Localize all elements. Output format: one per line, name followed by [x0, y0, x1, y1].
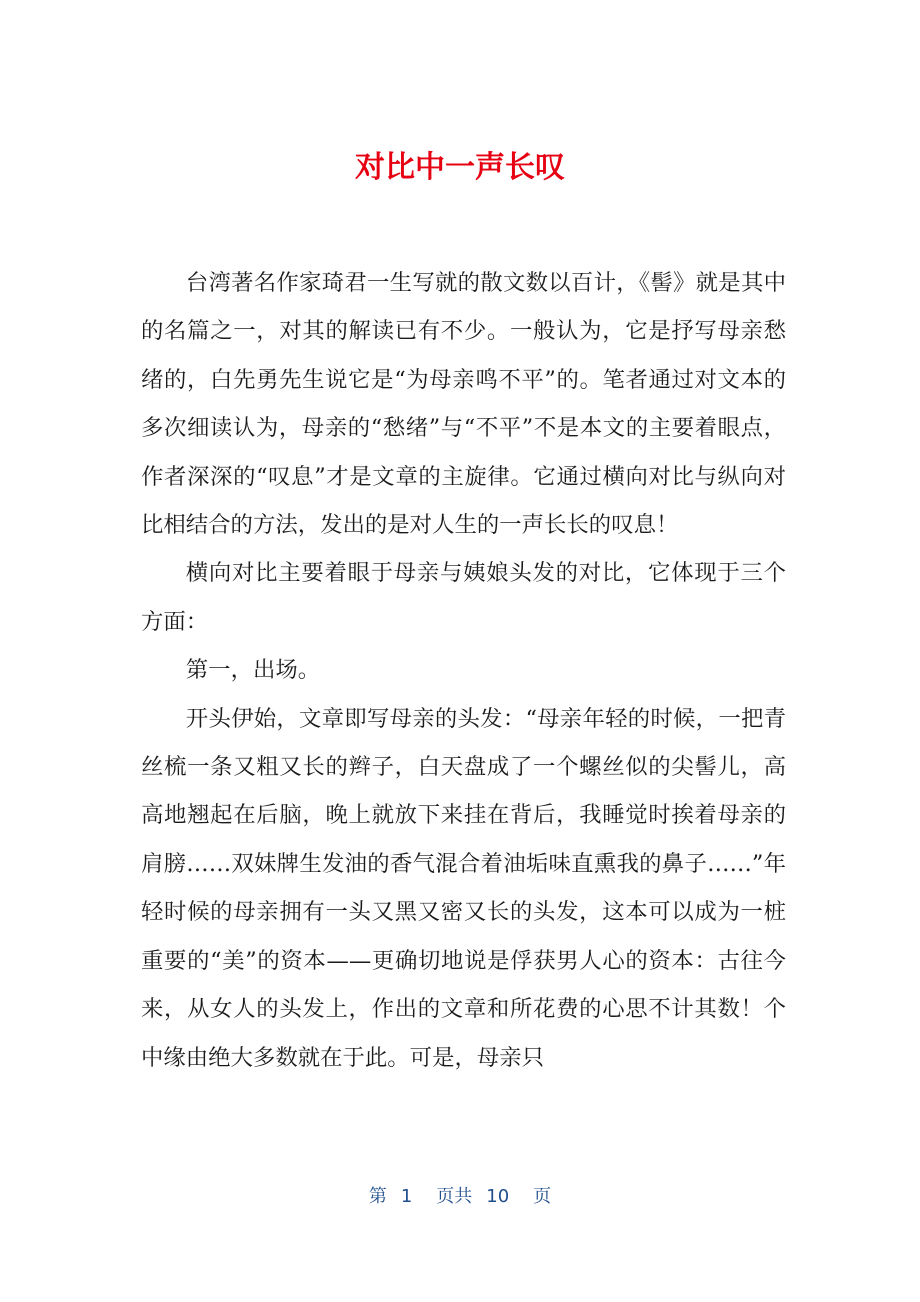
- paragraph-horizontal-contrast: 横向对比主要着眼于母亲与姨娘头发的对比，它体现于三个方面：: [141, 560, 786, 635]
- document-body: [141, 259, 786, 1082]
- footer-total-pages: 10: [486, 1186, 510, 1207]
- page-footer: [0, 1184, 920, 1210]
- paragraph-first-point: 第一，出场。: [185, 657, 321, 684]
- footer-middle: 页共: [436, 1186, 473, 1207]
- document-title: 对比中一声长叹: [355, 150, 565, 185]
- footer-prefix: 第: [368, 1186, 387, 1207]
- footer-current-page: 1: [400, 1186, 413, 1207]
- paragraph-opening: 开头伊始，文章即写母亲的头发：“母亲年轻的时候，一把青丝梳一条又粗又长的辫子，白天盘成了一个螺丝似的尖髻儿，高高地翘起在后脑，晚上就放下来挂在背后，我睡觉时挨着母亲的肩膀……双妹牌生发油的香气混合着油垢味直熏我的鼻子……”年轻时候的母亲拥有一头又黑又密又长的头发，这本可以成为一桩重要的“美”的资本——更确切地说是俘获男人心的资本：古往今来，从女人的头发上，作出的文章和所花费的心思不计其数！个中缘由绝大多数就在于此。可是，母亲只: [141, 705, 786, 1071]
- footer-suffix: 页: [533, 1186, 552, 1207]
- paragraph-intro: 台湾著名作家琦君一生写就的散文数以百计，《髻》就是其中的名篇之一，对其的解读已有不少。一般认为，它是抒写母亲愁绪的，白先勇先生说它是“为母亲鸣不平”的。笔者通过对文本的多次细读认为，母亲的“愁绪”与“不平”不是本文的主要着眼点，作者深深的“叹息”才是文章的主旋律。它通过横向对比与纵向对比相结合的方法，发出的是对人生的一声长长的叹息！: [141, 270, 786, 539]
